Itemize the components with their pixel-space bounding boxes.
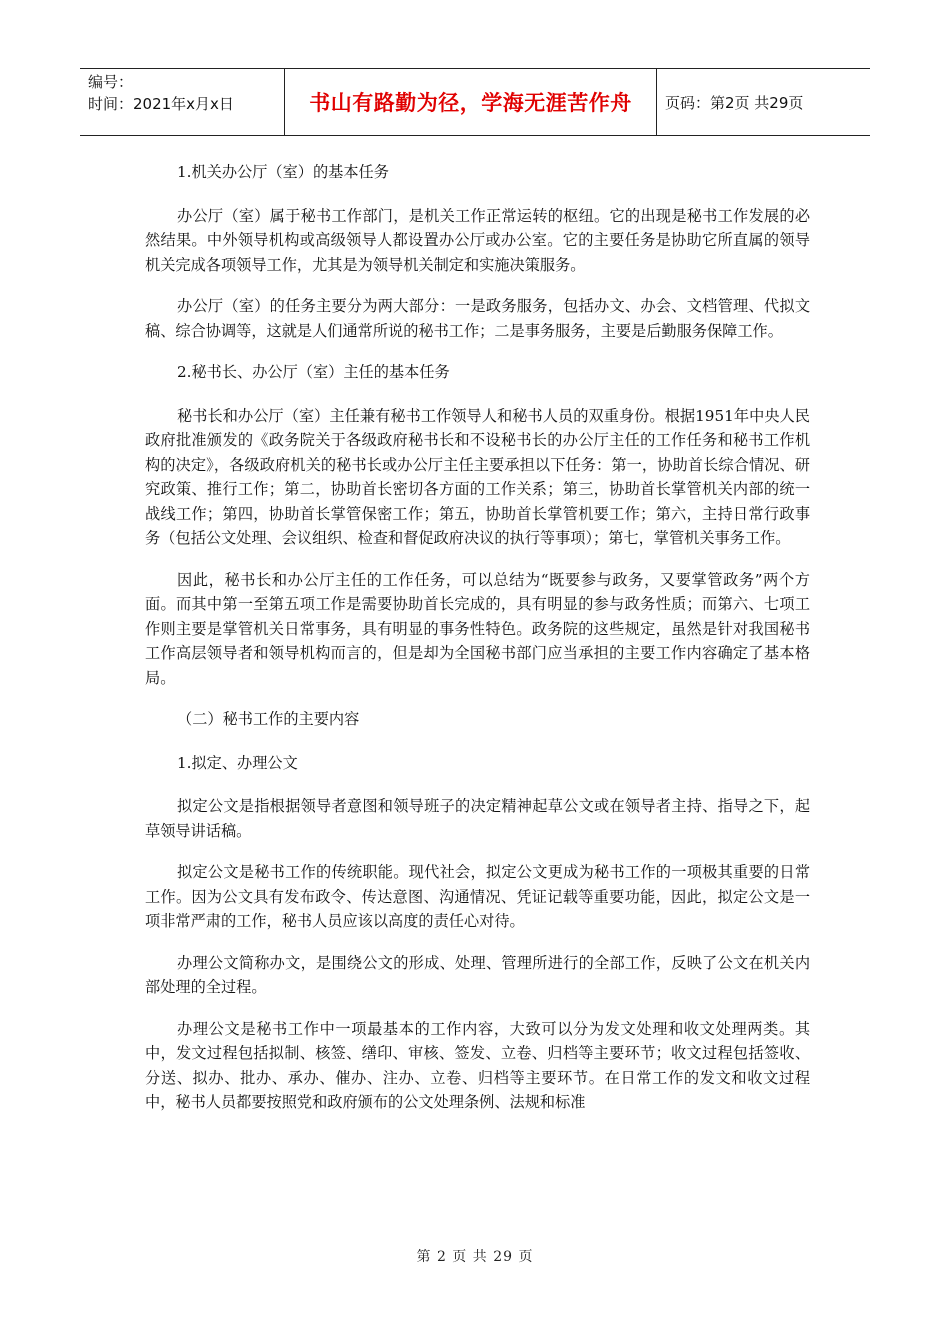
document-time-label: 时间：2021年x月x日 xyxy=(88,95,234,113)
header-meta xyxy=(80,69,285,135)
body-paragraph: 办公厅（室）属于秘书工作部门，是机关工作正常运转的枢纽。它的出现是秘书工作发展的必然结果。中外领导机构或高级领导人都设置办公厅或办公室。它的主要任务是协助它所直属的领导机关完成各项领导工作，尤其是为领导机关制定和实施决策服务。 xyxy=(145,206,810,274)
header-page-info xyxy=(657,69,870,135)
body-paragraph: 拟定公文是秘书工作的传统职能。现代社会，拟定公文更成为秘书工作的一项极其重要的日常工作。因为公文具有发布政令、传达意图、沟通情况、凭证记载等重要功能，因此，拟定公文是一项非常严肃的工作，秘书人员应该以高度的责任心对待。 xyxy=(145,863,810,930)
body-paragraph: 因此，秘书长和办公厅主任的工作任务，可以总结为“既要参与政务，又要掌管政务”两个方面。而其中第一至第五项工作是需要协助首长完成的，具有明显的参与政务性质；而第六、七项工作则主要是掌管机关日常事务，具有明显的事务性特色。政务院的这些规定，虽然是针对我国秘书工作高层领导者和领导机构而言的，但是却为全国秘书部门应当承担的主要工作内容确定了基本格局。 xyxy=(145,570,810,687)
body-paragraph: 办理公文是秘书工作中一项最基本的工作内容，大致可以分为发文处理和收文处理两类。其中，发文过程包括拟制、核签、缮印、审核、签发、立卷、归档等主要环节；收文过程包括签收、分送、拟办、批办、承办、催办、注办、立卷、归档等主要环节。在日常工作的发文和收文过程中，秘书人员都要按照党和政府颁布的公文处理条例、法规和标准 xyxy=(145,1019,810,1111)
section-heading: （二）秘书工作的主要内容 xyxy=(177,710,360,728)
document-number-label: 编号： xyxy=(88,73,134,91)
body-paragraph: 办公厅（室）的任务主要分为两大部分：一是政务服务，包括办文、办会、文档管理、代拟文稿、综合协调等，这就是人们通常所说的秘书工作；二是事务服务，主要是后勤服务保障工作。 xyxy=(145,297,810,340)
body-paragraph: 秘书长和办公厅（室）主任兼有秘书工作领导人和秘书人员的双重身份。根据1951年中央人民政府批准颁发的《政务院关于各级政府秘书长和不设秘书长的办公厅主任的工作任务和秘书工作机构的决定》，各级政府机关的秘书长或办公厅主任主要承担以下任务：第一，协助首长综合情况、研究政策、推行工作；第二，协助首长密切各方面的工作关系；第三，协助首长掌管机关内部的统一战线工作；第四，协助首长掌管保密工作；第五，协助首长掌管机要工作；第六，主持日常行政事务（包括公文处理、会议组织、检查和督促政府决议的执行等事项）；第七，掌管机关事务工作。 xyxy=(145,406,810,547)
section-heading: 1.机关办公厅（室）的基本任务 xyxy=(177,163,389,181)
motto-text: 书山有路勤为径，学海无涯苦作舟 xyxy=(309,91,632,115)
section-heading: 1.拟定、办理公文 xyxy=(177,753,298,772)
body-paragraph: 办理公文简称办文，是围绕公文的形成、处理、管理所进行的全部工作，反映了公文在机关内部处理的全过程。 xyxy=(145,953,810,996)
header-motto-cell xyxy=(285,69,657,135)
document-header xyxy=(80,68,870,136)
body-paragraph: 拟定公文是指根据领导者意图和领导班子的决定精神起草公文或在领导者主持、指导之下，起草领导讲话稿。 xyxy=(145,797,810,840)
document-body xyxy=(145,160,810,1132)
section-heading: 2.秘书长、办公厅（室）主任的基本任务 xyxy=(177,363,450,381)
page-info-text: 页码：第2页 共29页 xyxy=(665,93,804,112)
footer-page-number: 第 2 页 共 29 页 xyxy=(416,1249,534,1265)
page-footer xyxy=(0,1246,950,1266)
